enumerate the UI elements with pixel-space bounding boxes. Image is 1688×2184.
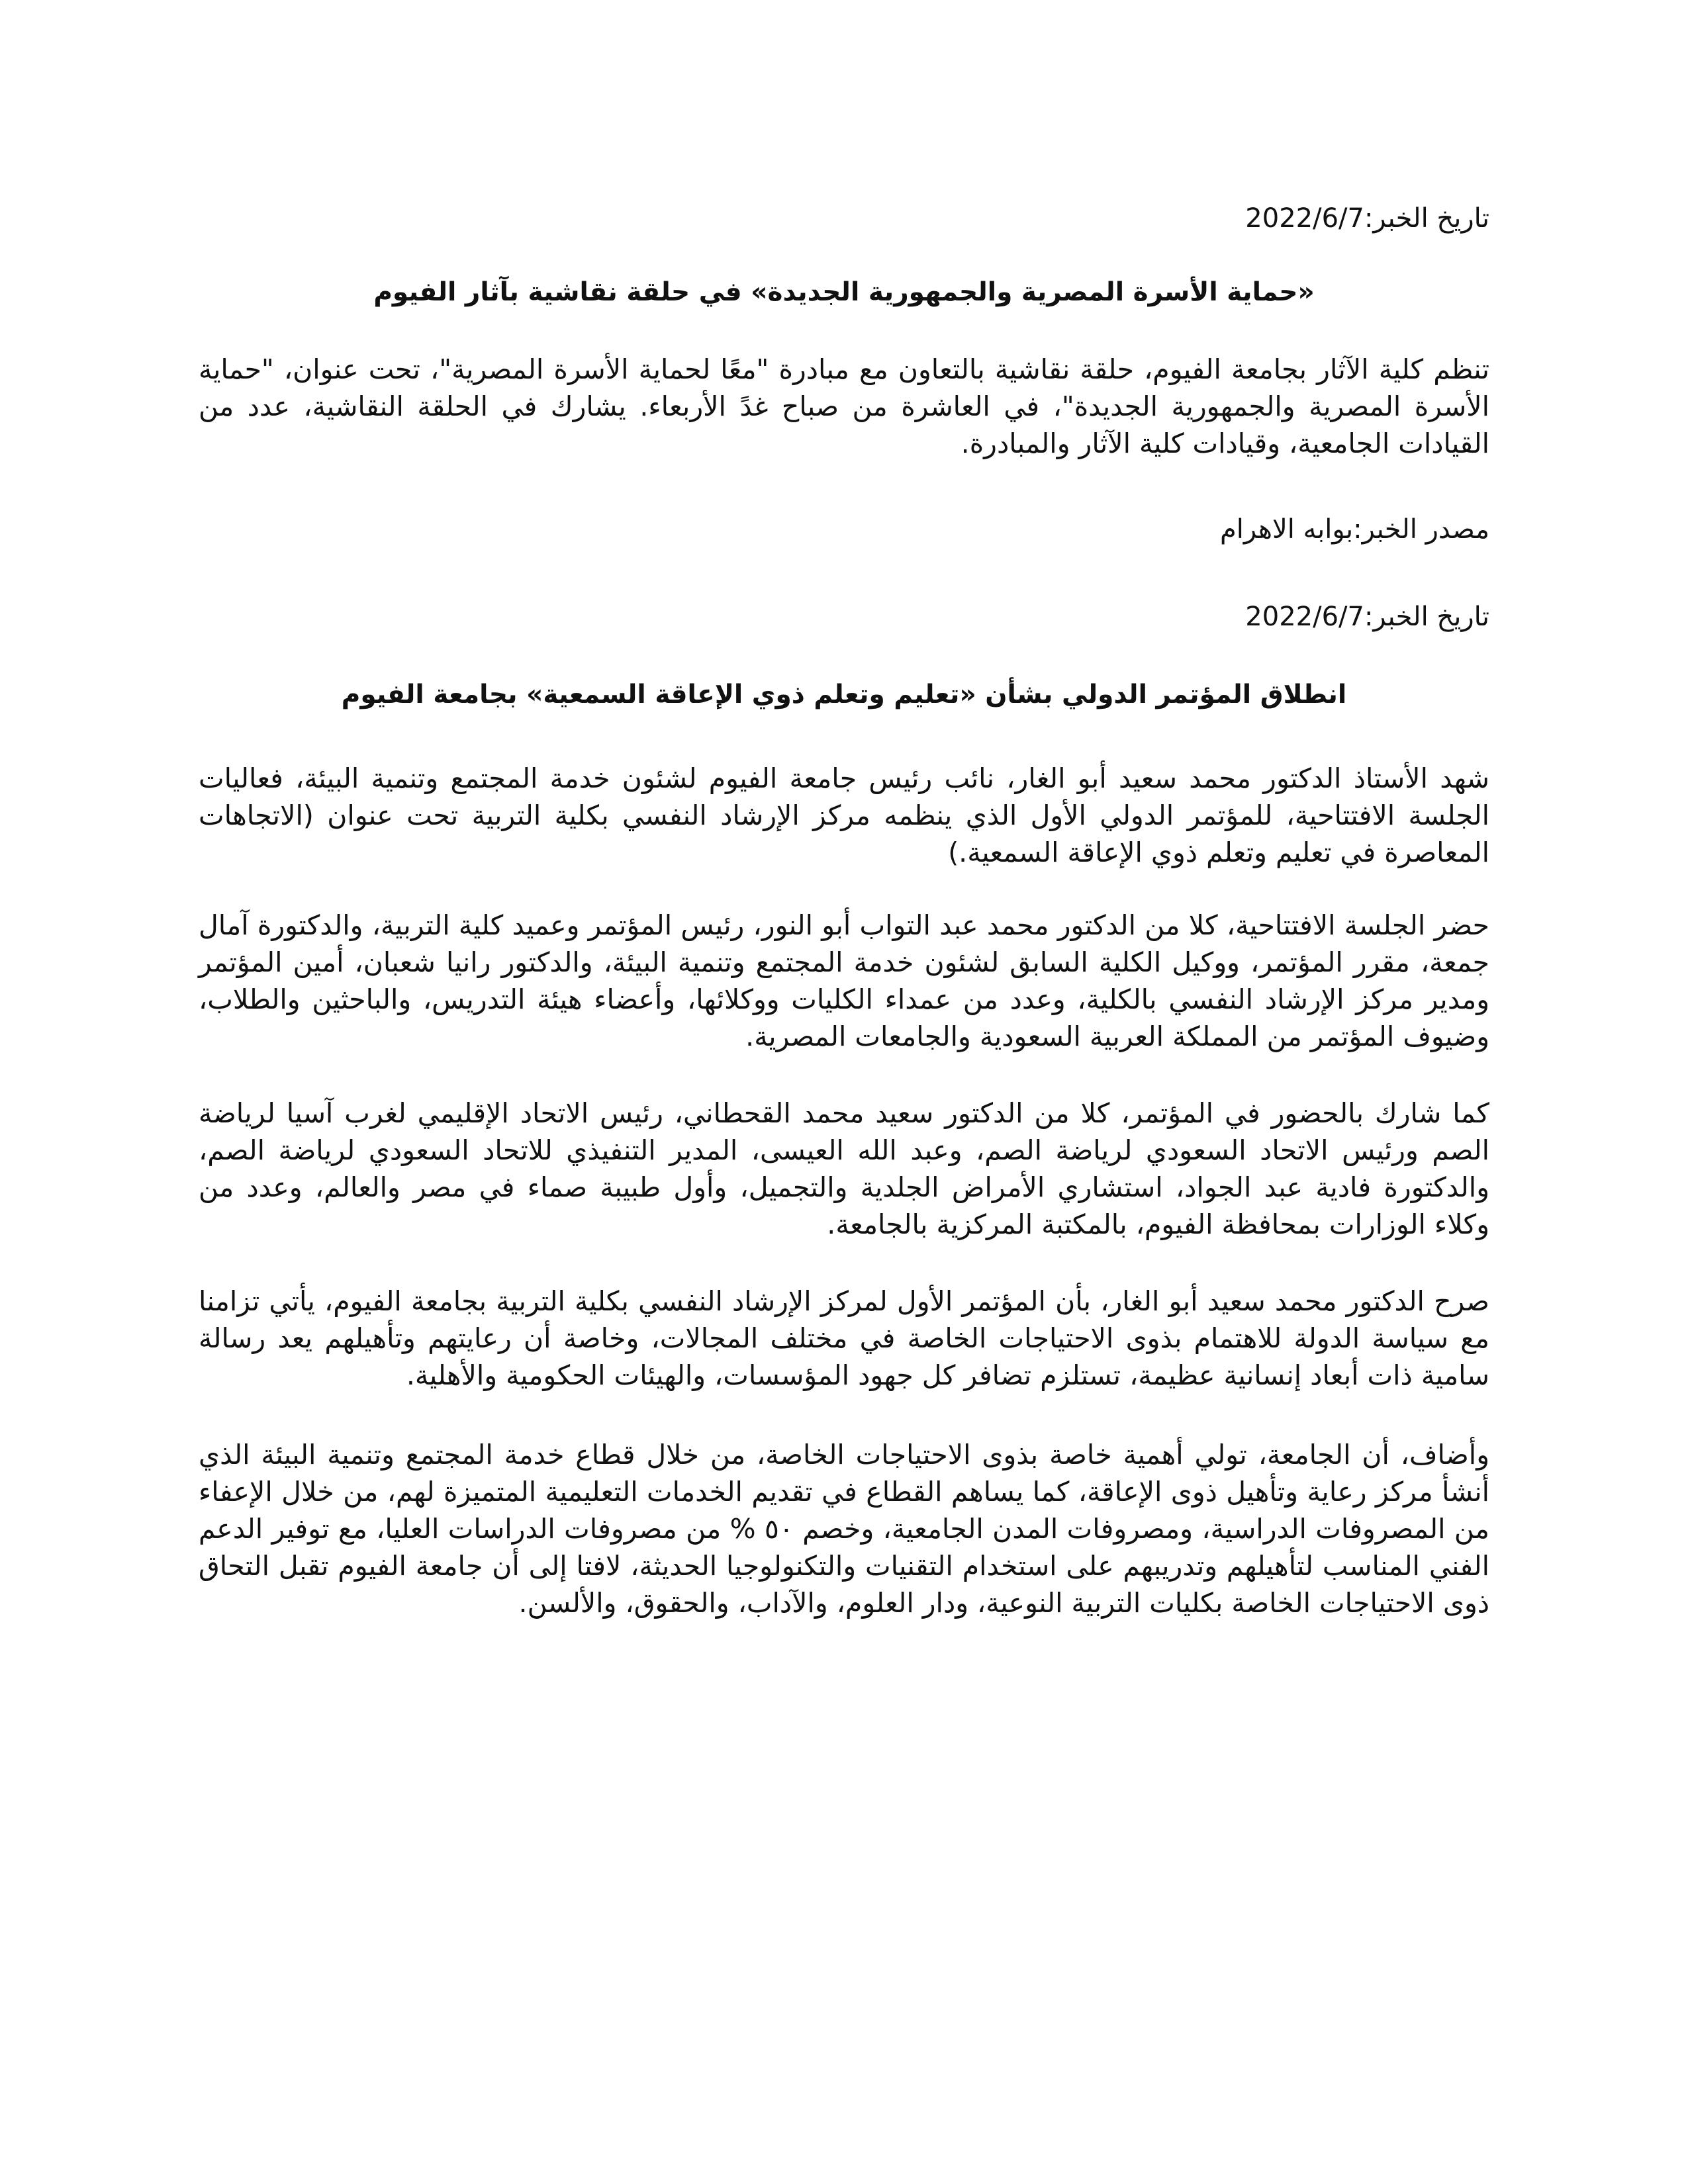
news-date-label: تاريخ الخبر: [1364,203,1489,234]
news-paragraph: شهد الأستاذ الدكتور محمد سعيد أبو الغار، نائب رئيس جامعة الفيوم لشئون خدمة المجتمع وتنمية البيئة، فعاليات الجلسة الافتتاحية، للمؤتمر الدولي الأول الذي ينظمه مركز الإرشاد النفسي بكلية التربية تحت عنوان (الاتجاهات المعاصرة في تعليم وتعلم ذوي الإعاقة السمعية.) [199,762,1489,868]
news-paragraph: كما شارك بالحضور في المؤتمر، كلا من الدكتور سعيد محمد القحطاني، رئيس الاتحاد الإقليمي لغرب آسيا لرياضة الصم ورئيس الاتحاد السعودي لرياضة الصم، وعبد الله العيسى، المدير التنفيذي للاتحاد السعودي لرياضة الصم، والدكتورة فادية عبد الجواد، استشاري الأمراض الجلدية والتجميل، وأول طبيبة صماء في مصر والعالم، وعدد من وكلاء الوزارات بمحافظة الفيوم، بالمكتبة المركزية بالجامعة. [199,1097,1489,1240]
news-headline: «حماية الأسرة المصرية والجمهورية الجديدة» في حلقة نقاشية بآثار الفيوم [373,277,1315,307]
news-date-line [199,200,1489,237]
news-source: مصدر الخبر:بوابه الاهرام [1219,514,1489,545]
news-date-line [199,598,1489,635]
news-paragraph: حضر الجلسة الافتتاحية، كلا من الدكتور محمد عبد التواب أبو النور، رئيس المؤتمر وعميد كلية التربية، والدكتورة آمال جمعة، مقرر المؤتمر، ووكيل الكلية السابق لشئون خدمة المجتمع وتنمية البيئة، والدكتور رانيا شعبان، أمين المؤتمر ومدير مركز الإرشاد النفسي بالكلية، وعدد من عمداء الكليات ووكلائها، وأعضاء هيئة التدريس، والباحثين والطلاب، وضيوف المؤتمر من المملكة العربية السعودية والجامعات المصرية. [199,909,1489,1052]
document-page [199,192,1489,2105]
news-headline: انطلاق المؤتمر الدولي بشأن «تعليم وتعلم ذوي الإعاقة السمعية» بجامعة الفيوم [341,680,1347,709]
news-date-label: تاريخ الخبر: [1364,602,1489,632]
news-paragraph: وأضاف، أن الجامعة، تولي أهمية خاصة بذوى الاحتياجات الخاصة، من خلال قطاع خدمة المجتمع وتنمية البيئة الذي أنشأ مركز رعاية وتأهيل ذوى الإعاقة، كما يساهم القطاع في تقديم الخدمات التعليمية المتميزة لهم، من خلال الإعفاء من المصروفات الدراسية، ومصروفات المدن الجامعية، وخصم ٥٠ % من مصروفات الدراسات العليا، مع توفير الدعم الفني المناسب لتأهيلهم وتدريبهم على استخدام التقنيات والتكنولوجيا الحديثة، لافتا إلى أن جامعة الفيوم تقبل التحاق ذوى الاحتياجات الخاصة بكليات التربية النوعية، ودار العلوم، والآداب، والحقوق، والألسن. [199,1439,1489,1619]
news-paragraph: تنظم كلية الآثار بجامعة الفيوم، حلقة نقاشية بالتعاون مع مبادرة "معًا لحماية الأسرة المصرية"، تحت عنوان، "حماية الأسرة المصرية والجمهورية الجديدة"، في العاشرة من صباح غدً الأربعاء. يشارك في الحلقة النقاشية، عدد من القيادات الجامعية، وقيادات كلية الآثار والمبادرة. [199,353,1489,459]
news-date-value: 2022/6/7 [1245,602,1364,632]
news-paragraph: صرح الدكتور محمد سعيد أبو الغار، بأن المؤتمر الأول لمركز الإرشاد النفسي بكلية التربية بجامعة الفيوم، يأتي تزامنا مع سياسة الدولة للاهتمام بذوى الاحتياجات الخاصة في مختلف المجالات، وخاصة أن رعايتهم وتأهيلهم يعد رسالة سامية ذات أبعاد إنسانية عظيمة، تستلزم تضافر كل جهود المؤسسات، والهيئات الحكومية والأهلية. [199,1285,1489,1391]
news-date-value: 2022/6/7 [1245,203,1364,234]
